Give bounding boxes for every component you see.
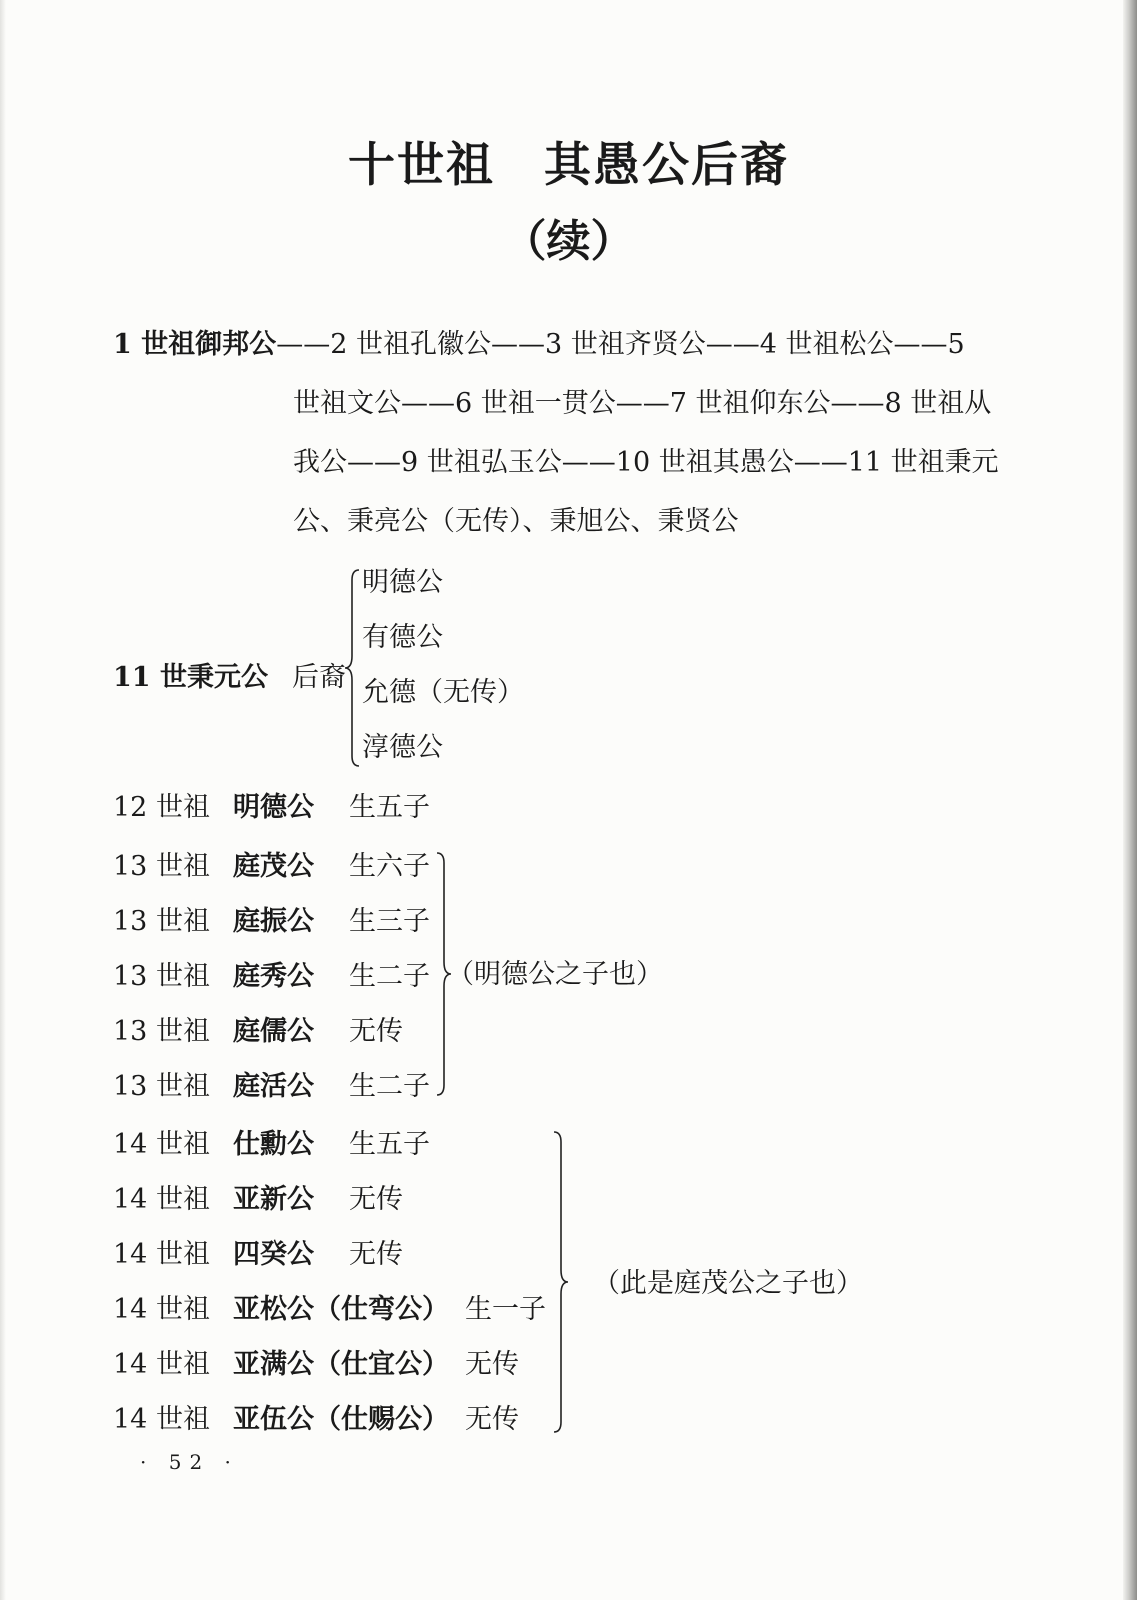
page-subtitle: （续） [502,216,635,267]
gen12-name: 明德公 [233,792,314,823]
gen13-name: 庭茂公 [233,851,314,882]
gen14-name: 四癸公 [233,1239,314,1270]
gen13-generation: 13 世祖 [113,906,210,937]
gen14-generation: 14 世祖 [113,1129,210,1160]
gen13-name: 庭秀公 [233,961,314,992]
gen14-note: 无传 [465,1349,519,1380]
gen11-suffix: 后裔 [292,662,346,693]
gen13-note: 生二子 [349,961,430,992]
gen14-note: 无传 [349,1239,403,1270]
gen14-group-note: （此是庭茂公之子也） [593,1268,863,1299]
gen14-generation: 14 世祖 [113,1184,210,1215]
gen14-name: 亚新公 [233,1184,314,1215]
lineage-line-1 [113,327,965,363]
gen13-generation: 13 世祖 [113,851,210,882]
lineage-line-4: 公、秉亮公（无传）、秉旭公、秉贤公 [293,506,739,537]
gen13-group-note: （明德公之子也） [447,959,663,990]
gen13-generation: 13 世祖 [113,961,210,992]
gen11-child: 允德（无传） [362,677,524,708]
gen13-generation: 13 世祖 [113,1016,210,1047]
gen12-note: 生五子 [349,792,430,823]
generation-label: 12 世祖 [113,792,210,823]
gen14-note: 无传 [349,1184,403,1215]
lineage-line-2: 世祖文公——6 世祖一贯公——7 世祖仰东公——8 世祖从 [293,388,992,419]
gen14-note: 无传 [465,1404,519,1435]
gen14-note: 生一子 [465,1294,546,1325]
gen14-name: 仕勳公 [233,1129,314,1160]
gen13-name: 庭活公 [233,1071,314,1102]
page-number: · 52 · [140,1450,239,1474]
gen14-brace [551,1130,571,1434]
gen13-note: 无传 [349,1016,403,1047]
gen11-brace [343,568,363,768]
lineage-line-1-text: ——2 世祖孔徽公——3 世祖齐贤公——4 世祖松公——5 [276,329,965,360]
gen14-generation: 14 世祖 [113,1239,210,1270]
gen13-note: 生三子 [349,906,430,937]
gen11-child: 明德公 [362,567,443,598]
gen14-generation: 14 世祖 [113,1349,210,1380]
gen11-label [113,660,268,696]
gen11-child: 淳德公 [362,732,443,763]
lineage-founder: 1 世祖御邦公 [113,329,277,360]
lineage-line-3: 我公——9 世祖弘玉公——10 世祖其愚公——11 世祖秉元 [293,447,999,478]
gen14-generation: 14 世祖 [113,1404,210,1435]
page-title: 十世祖 其愚公后裔 [348,138,789,193]
gen13-name: 庭儒公 [233,1016,314,1047]
gen14-name: 亚伍公（仕赐公） [233,1404,449,1435]
gen14-name: 亚满公（仕宜公） [233,1349,449,1380]
gen14-note: 生五子 [349,1129,430,1160]
gen12-row [113,790,210,826]
gen13-note: 生二子 [349,1071,430,1102]
gen11-child: 有德公 [362,622,443,653]
gen13-generation: 13 世祖 [113,1071,210,1102]
gen14-name: 亚松公（仕弯公） [233,1294,449,1325]
gen11-name: 11 世秉元公 [113,662,268,693]
gen13-name: 庭振公 [233,906,314,937]
gen13-note: 生六子 [349,851,430,882]
gen14-generation: 14 世祖 [113,1294,210,1325]
